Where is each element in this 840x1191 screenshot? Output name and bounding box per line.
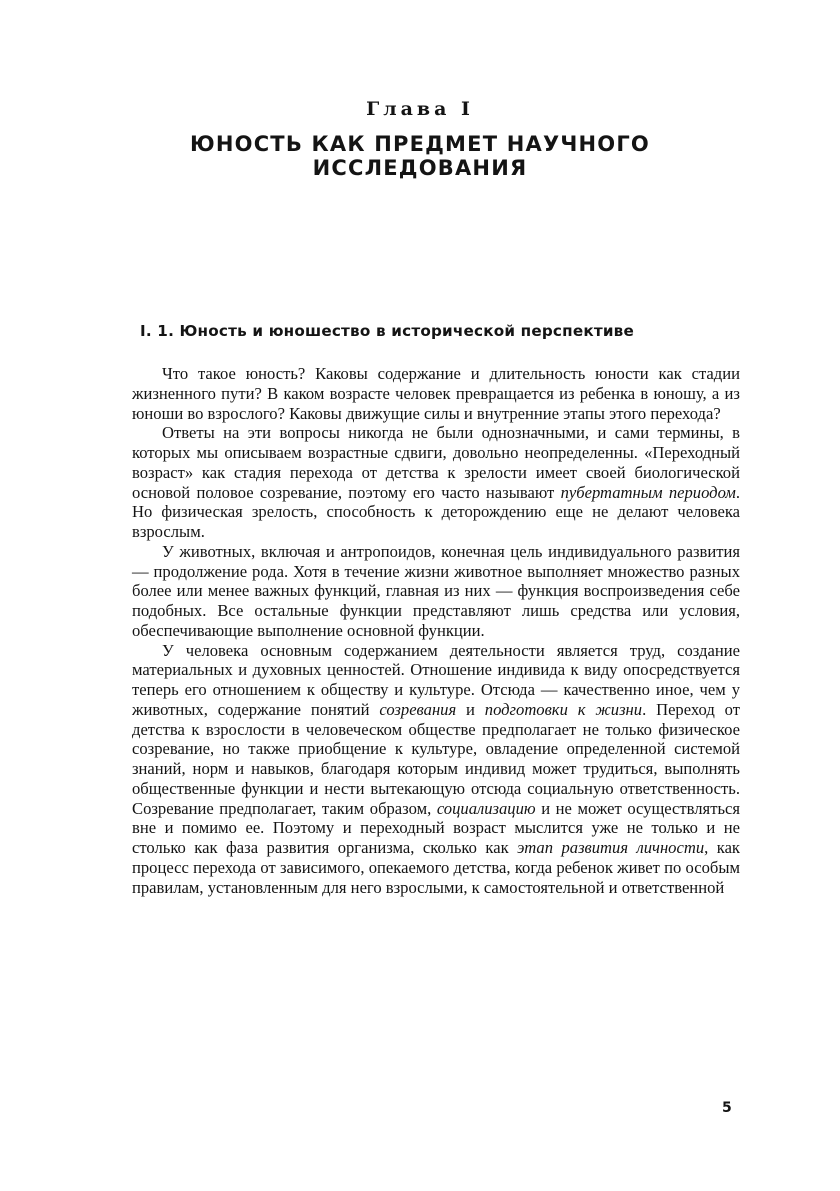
paragraph-4-text: , как процесс перехода от зависимого, опекаемого детства, когда ребенок живет по особым правилам, установленным для него взрослыми, к самостоятельной и ответственной	[132, 838, 740, 897]
paragraph-2	[132, 423, 740, 542]
paragraph-4-text: . Переход от детства к взрослости в человеческом обществе предполагает не только физическое созревание, но также приобщение к культуре, овладение определенной системой знаний, норм и навыков, благодаря которым индивид может трудиться, выполнять общественные функции и нести вытекающую отсюда социальную ответственность. Созревание предполагает, таким образом,	[132, 699, 740, 818]
paragraph-4	[132, 641, 740, 898]
page-number: 5	[722, 1100, 732, 1116]
paragraph-1: Что такое юность? Каковы содержание и длительность юности как стадии жизненного пути? В каком возрасте человек превращается из ребенка в юношу, а из юноши во взрослого? Каковы движущие силы и внутренние этапы этого перехода?	[132, 364, 740, 423]
paragraph-4-text: и не может осуществляться вне и помимо ее. Поэтому и переходный возраст мыслится уже не только и не столько как фаза развития организма, сколько как	[132, 798, 741, 857]
term-socialization: социализацию	[436, 798, 536, 818]
term-preparation-for-life: подготовки к жизни	[484, 699, 643, 719]
section-title: I. 1. Юность и юношество в исторической перспективе	[140, 322, 634, 340]
paragraph-4-text: У человека основным содержанием деятельности является труд, создание материальных и духовных ценностей. Отношение индивида к виду опосредствуется теперь его отношением к обществу и культуре. Отсюда — качественно иное, чем у животных, содержание понятий	[132, 640, 740, 719]
body-text	[132, 364, 740, 897]
chapter-label: Глава I	[366, 98, 474, 120]
term-maturation: созревания	[379, 699, 457, 719]
paragraph-2-text: . Но физическая зрелость, способность к деторождению еще не делают человека взрослым.	[132, 482, 740, 541]
paragraph-4-text: и	[456, 699, 485, 719]
chapter-title: ЮНОСТЬ КАК ПРЕДМЕТ НАУЧНОГО ИССЛЕДОВАНИЯ	[190, 132, 650, 180]
paragraph-3: У животных, включая и антропоидов, конечная цель индивидуального развития — продолжение рода. Хотя в течение жизни животное выполняет множество разных более или менее важных функций, главная из них — функция воспроизведения себе подобных. Все остальные функции представляют лишь средства или условия, обеспечивающие выполнение основной функции.	[132, 541, 740, 640]
term-personality-stage: этап развития личности	[517, 838, 705, 857]
term-pubertal-period: пубертатным периодом	[560, 482, 736, 502]
paragraph-2-text: Ответы на эти вопросы никогда не были однозначными, и сами термины, в которых мы описываем возрастные сдвиги, довольно неопределенны. «Переходный возраст» как стадия перехода от детства к зрелости имеет своей биологической основой половое созревание, поэтому его часто называют	[132, 423, 740, 502]
